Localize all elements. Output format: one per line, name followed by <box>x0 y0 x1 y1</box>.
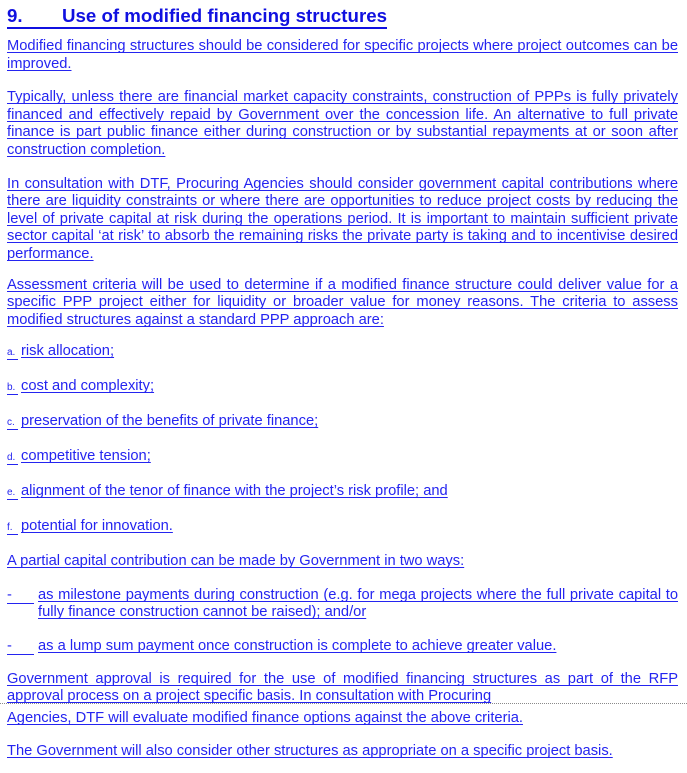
criteria-item-b <box>7 378 678 396</box>
criteria-item-e <box>7 483 678 501</box>
list-marker: f. <box>7 521 18 535</box>
paragraph-partial-contribution: A partial capital contribution can be made by Government in two ways: <box>7 553 465 570</box>
list-marker: a. <box>7 346 18 360</box>
list-marker: c. <box>7 416 18 430</box>
paragraph-government-approval-continued: Agencies, DTF will evaluate modified finance options against the above criteria. <box>7 709 523 726</box>
dash-bullet-marker: - <box>7 639 34 655</box>
bullet-item-text: as milestone payments during construction (e.g. for mega projects where the full private capital to fully finance construction cannot be raised); and/or <box>38 586 678 621</box>
list-marker: d. <box>7 451 18 465</box>
section-heading <box>7 4 678 28</box>
bullet-milestone-payments <box>7 587 678 622</box>
list-item-text: competitive tension; <box>21 448 151 465</box>
section-number: 9. <box>7 5 23 26</box>
paragraph-closing: The Government will also consider other structures as appropriate on a specific project basis. <box>7 743 613 760</box>
paragraph-consultation-dtf: In consultation with DTF, Procuring Agencies should consider government capital contributions where there are liquidity constraints or where there are opportunities to reduce project costs by reducing the level of private capital at risk during the operations period. It is important to maintain sufficient private sector capital ‘at risk’ to absorb the remaining risks the private party is taking and to incentivise desired performance. <box>7 175 678 262</box>
dash-bullet-marker: - <box>7 588 34 604</box>
list-item-text: alignment of the tenor of finance with the project’s risk profile; and <box>21 483 448 500</box>
paragraph-assessment-criteria: Assessment criteria will be used to determine if a modified finance structure could deliver value for a specific PPP project either for liquidity or broader value for money reasons. The criteria to assess modified structures against a standard PPP approach are: <box>7 276 678 328</box>
list-item-text: potential for innovation. <box>21 518 173 535</box>
list-item-text: preservation of the benefits of private finance; <box>21 413 319 430</box>
criteria-item-f <box>7 518 678 536</box>
section-title: Use of modified financing structures <box>62 5 387 26</box>
list-marker: e. <box>7 486 18 500</box>
criteria-item-d <box>7 448 678 466</box>
paragraph-typical-financing: Typically, unless there are financial market capacity constraints, construction of PPPs is fully privately financed and effectively repaid by Government over the concession life. An alternative to full private finance is part public finance either during construction or by substantial repayments at or soon after construction completion. <box>7 89 678 158</box>
list-item-text: risk allocation; <box>21 343 115 360</box>
criteria-item-c <box>7 413 678 431</box>
bullet-lump-sum <box>7 638 678 656</box>
bullet-item-text: as a lump sum payment once construction is complete to achieve greater value. <box>38 638 557 654</box>
list-item-text: cost and complexity; <box>21 378 155 395</box>
paragraph-intro: Modified financing structures should be considered for specific projects where project outcomes can be improved. <box>7 38 678 72</box>
paragraph-government-approval: Government approval is required for the use of modified financing structures as part of the RFP approval process on a project specific basis. In consultation with Procuring <box>7 670 678 705</box>
criteria-item-a <box>7 343 678 361</box>
section-heading-underline <box>7 5 387 29</box>
list-marker: b. <box>7 381 18 395</box>
